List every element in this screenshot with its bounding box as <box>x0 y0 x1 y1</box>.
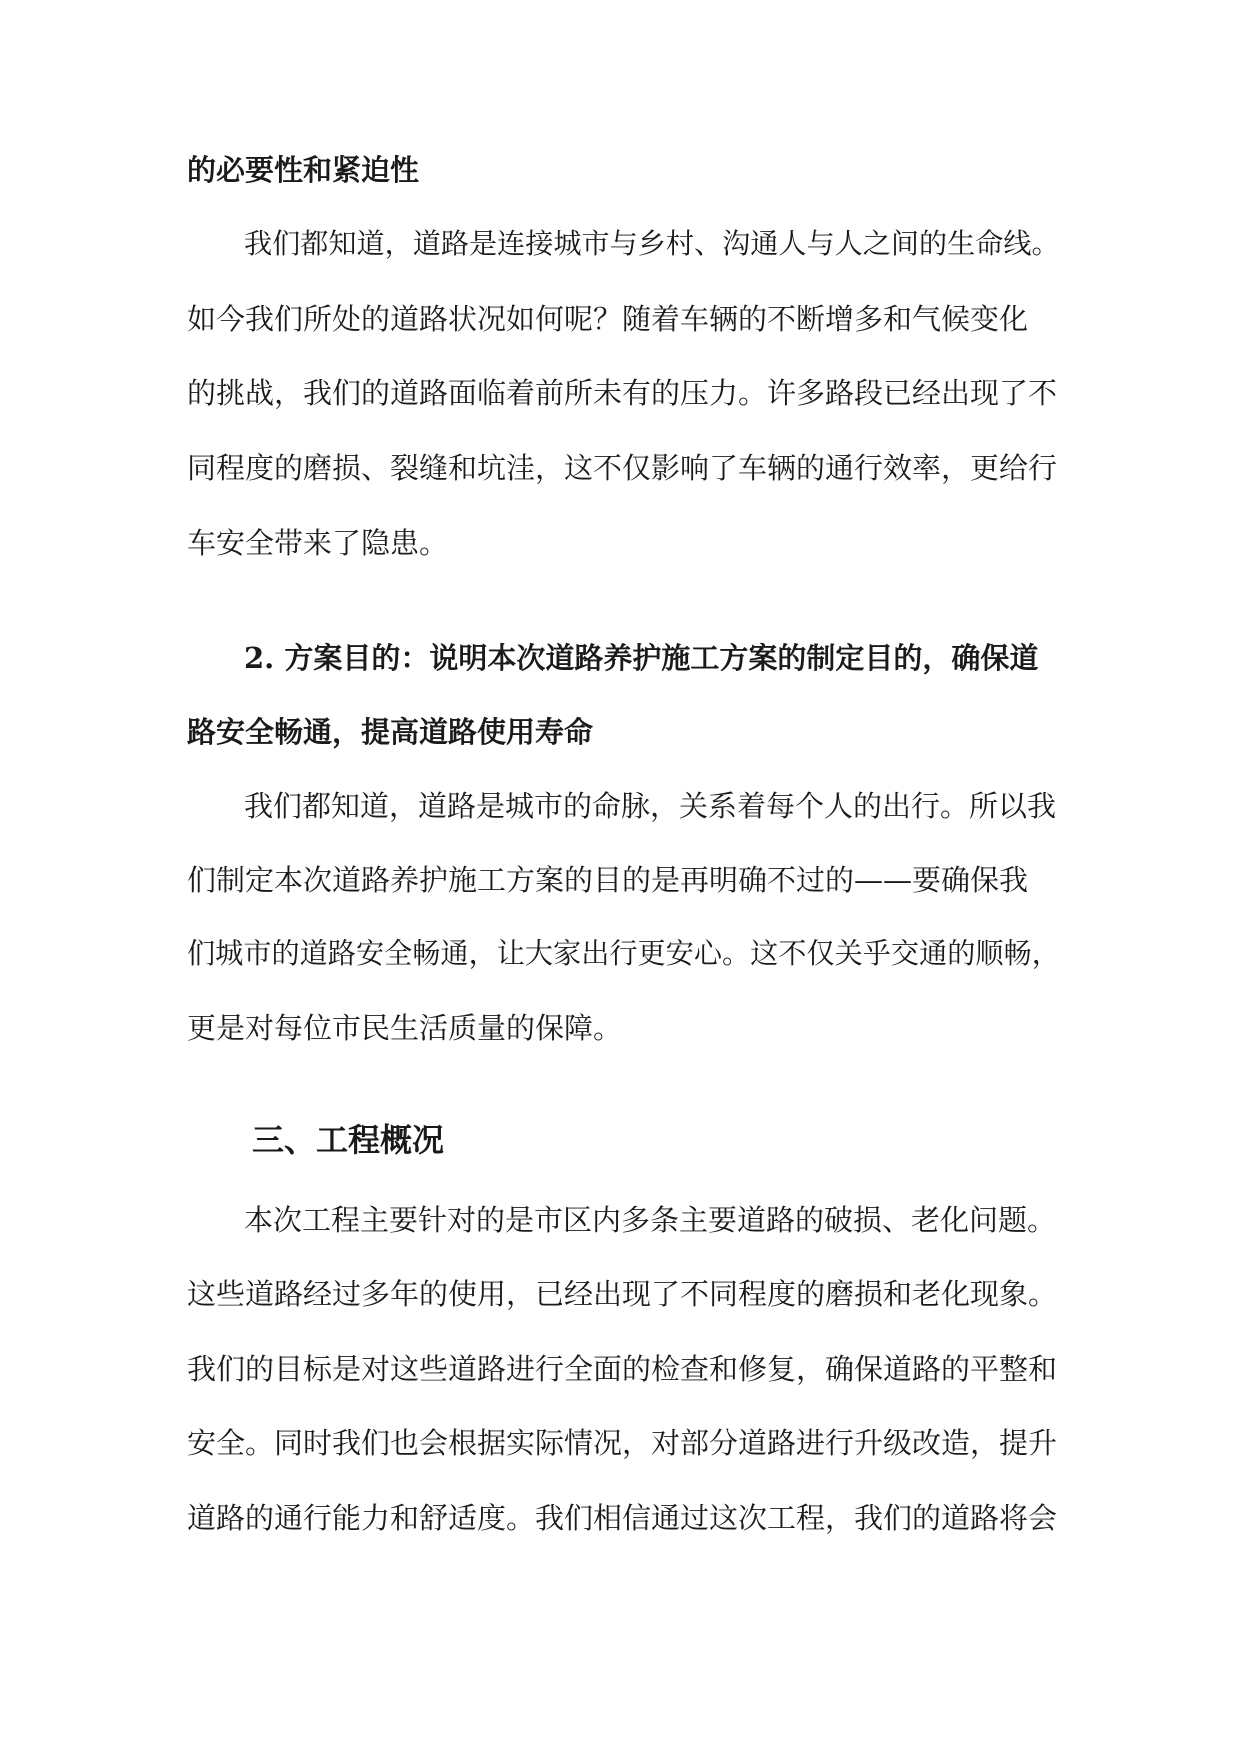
paragraph-line: 的挑战，我们的道路面临着前所未有的压力。许多路段已经出现了不 <box>187 376 1058 410</box>
paragraph-line: 们城市的道路安全畅通，让大家出行更安心。这不仅关乎交通的顺畅， <box>187 937 1060 970</box>
list-item-heading: 路安全畅通，提高道路使用寿命 <box>187 715 594 749</box>
section-heading: 三、工程概况 <box>252 1121 445 1159</box>
paragraph-line: 们制定本次道路养护施工方案的目的是再明确不过的——要确保我 <box>187 863 1029 897</box>
paragraph-line: 本次工程主要针对的是市区内多条主要道路的破损、老化问题。 <box>244 1203 1057 1237</box>
paragraph-line: 这些道路经过多年的使用，已经出现了不同程度的磨损和老化现象。 <box>187 1277 1058 1311</box>
list-item-heading: 2. 方案目的：说明本次道路养护施工方案的制定目的，确保道 <box>244 641 1039 675</box>
paragraph-line: 我们都知道，道路是城市的命脉，关系着每个人的出行。所以我 <box>244 789 1057 823</box>
paragraph-line: 更是对每位市民生活质量的保障。 <box>187 1011 623 1045</box>
paragraph-line: 我们都知道，道路是连接城市与乡村、沟通人与人之间的生命线。 <box>244 227 1060 260</box>
paragraph-line: 车安全带来了隐患。 <box>187 526 449 560</box>
paragraph-line: 道路的通行能力和舒适度。我们相信通过这次工程，我们的道路将会 <box>187 1501 1058 1535</box>
paragraph-line: 同程度的磨损、裂缝和坑洼，这不仅影响了车辆的通行效率，更给行 <box>187 451 1058 485</box>
paragraph-line: 如今我们所处的道路状况如何呢？随着车辆的不断增多和气候变化 <box>187 302 1029 336</box>
section-heading-continuation: 的必要性和紧迫性 <box>187 153 420 187</box>
paragraph-line: 我们的目标是对这些道路进行全面的检查和修复，确保道路的平整和 <box>187 1352 1058 1386</box>
paragraph-line: 安全。同时我们也会根据实际情况，对部分道路进行升级改造，提升 <box>187 1426 1058 1460</box>
